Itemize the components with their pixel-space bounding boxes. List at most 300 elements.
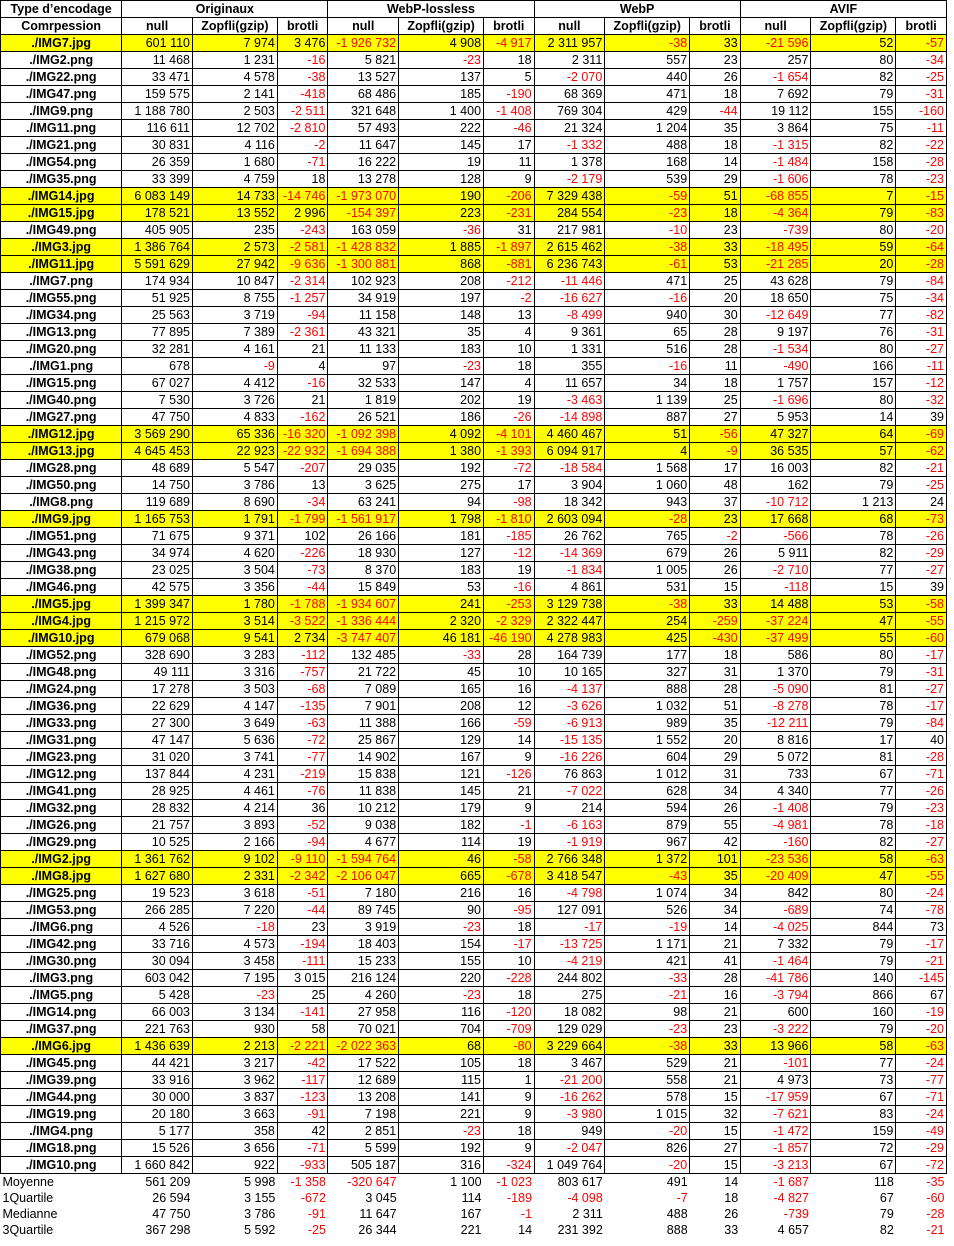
- value-cell: -15 135: [534, 732, 605, 749]
- value-cell: -1 594 764: [328, 851, 399, 868]
- value-cell: -71: [896, 1089, 947, 1106]
- value-cell: 9: [484, 800, 535, 817]
- col-header-zopfli: Zopfli(gzip): [399, 18, 484, 35]
- file-row: [1, 324, 947, 341]
- value-cell: -20: [896, 1021, 947, 1038]
- value-cell: 1 370: [740, 664, 811, 681]
- value-cell: -12: [484, 545, 535, 562]
- value-cell: -24: [896, 1106, 947, 1123]
- file-row-label: ./IMG29.png: [1, 834, 122, 851]
- value-cell: 4: [277, 358, 328, 375]
- value-cell: -1 408: [484, 103, 535, 120]
- value-cell: -33: [605, 970, 690, 987]
- file-row: [1, 919, 947, 936]
- file-row: [1, 647, 947, 664]
- file-row-label: ./IMG2.jpg: [1, 851, 122, 868]
- value-cell: -1 464: [740, 953, 811, 970]
- value-cell: 1 791: [193, 511, 278, 528]
- value-cell: 18 403: [328, 936, 399, 953]
- value-cell: 183: [399, 341, 484, 358]
- value-cell: 55: [811, 630, 896, 647]
- value-cell: 10: [484, 341, 535, 358]
- value-cell: 2 851: [328, 1123, 399, 1140]
- value-cell: 8 370: [328, 562, 399, 579]
- value-cell: 10 847: [193, 273, 278, 290]
- value-cell: -98: [484, 494, 535, 511]
- file-row-label: ./IMG10.jpg: [1, 630, 122, 647]
- value-cell: 275: [534, 987, 605, 1004]
- value-cell: -84: [896, 273, 947, 290]
- value-cell: 604: [605, 749, 690, 766]
- file-row-label: ./IMG5.png: [1, 987, 122, 1004]
- value-cell: 9: [484, 749, 535, 766]
- value-cell: 10 165: [534, 664, 605, 681]
- col-header-brotli: brotli: [277, 18, 328, 35]
- value-cell: 3 418 547: [534, 868, 605, 885]
- value-cell: -80: [484, 1038, 535, 1055]
- value-cell: -2 070: [534, 69, 605, 86]
- value-cell: 1 060: [605, 477, 690, 494]
- value-cell: 4 460 467: [534, 426, 605, 443]
- file-row-label: ./IMG55.png: [1, 290, 122, 307]
- summary-rows: [1, 1174, 947, 1239]
- value-cell: 26 521: [328, 409, 399, 426]
- value-cell: 23: [277, 919, 328, 936]
- value-cell: -28: [605, 511, 690, 528]
- value-cell: -259: [690, 613, 741, 630]
- value-cell: 284 554: [534, 205, 605, 222]
- col-header-brotli: brotli: [896, 18, 947, 35]
- value-cell: 192: [399, 460, 484, 477]
- value-cell: -4 798: [534, 885, 605, 902]
- value-cell: -34: [896, 52, 947, 69]
- compression-header: Comrpession: [1, 18, 122, 35]
- value-cell: -490: [740, 358, 811, 375]
- value-cell: -14 898: [534, 409, 605, 426]
- value-cell: 244 802: [534, 970, 605, 987]
- value-cell: 594: [605, 800, 690, 817]
- file-row: [1, 1021, 947, 1038]
- file-row: [1, 137, 947, 154]
- value-cell: 137: [399, 69, 484, 86]
- value-cell: 3 656: [193, 1140, 278, 1157]
- value-cell: -4 827: [773, 1191, 809, 1205]
- file-row-label: ./IMG4.jpg: [1, 613, 122, 630]
- value-cell: 82: [811, 69, 896, 86]
- value-cell: 39: [896, 409, 947, 426]
- value-cell: 19: [484, 834, 535, 851]
- value-cell: -2 047: [534, 1140, 605, 1157]
- value-cell: 90: [399, 902, 484, 919]
- value-cell: -72: [277, 732, 328, 749]
- value-cell: 5 547: [193, 460, 278, 477]
- value-cell: 66 003: [122, 1004, 193, 1021]
- value-cell: 1 231: [193, 52, 278, 69]
- value-cell: 221 763: [122, 1021, 193, 1038]
- value-cell: 14: [724, 1175, 739, 1189]
- value-cell: 943: [605, 494, 690, 511]
- col-header-null: null: [740, 18, 811, 35]
- file-row: [1, 1123, 947, 1140]
- file-row: [1, 868, 947, 885]
- value-cell: 166: [399, 715, 484, 732]
- value-cell: 1 680: [193, 154, 278, 171]
- value-cell: 21 722: [328, 664, 399, 681]
- value-cell: -19: [896, 1004, 947, 1021]
- value-cell: 2 320: [399, 613, 484, 630]
- file-row-label: ./IMG11.jpg: [1, 256, 122, 273]
- value-cell: 2 734: [277, 630, 328, 647]
- value-cell: -689: [740, 902, 811, 919]
- value-cell: 42: [277, 1123, 328, 1140]
- value-cell: 115: [399, 1072, 484, 1089]
- file-row: [1, 800, 947, 817]
- value-cell: 4: [484, 375, 535, 392]
- value-cell: 77: [811, 1055, 896, 1072]
- value-cell: 321 648: [328, 103, 399, 120]
- value-cell: 2 573: [193, 239, 278, 256]
- value-cell: -9: [193, 358, 278, 375]
- value-cell: 14: [484, 732, 535, 749]
- value-cell: -3 522: [277, 613, 328, 630]
- value-cell: 10 525: [122, 834, 193, 851]
- value-cell: 162: [740, 477, 811, 494]
- file-rows: [1, 35, 947, 1174]
- file-row: [1, 69, 947, 86]
- value-cell: -16: [605, 290, 690, 307]
- value-cell: 25: [690, 273, 741, 290]
- value-cell: 7 220: [193, 902, 278, 919]
- value-cell: 43 628: [740, 273, 811, 290]
- value-cell: -72: [896, 1157, 947, 1174]
- group-header-webp-lossless: WebP-lossless: [328, 1, 534, 18]
- value-cell: 70 021: [328, 1021, 399, 1038]
- value-cell: 31: [484, 222, 535, 239]
- value-cell: 167: [399, 749, 484, 766]
- value-cell: -43: [605, 868, 690, 885]
- value-cell: -63: [896, 851, 947, 868]
- value-cell: 80: [811, 341, 896, 358]
- value-cell: 35: [690, 868, 741, 885]
- value-cell: 18 082: [534, 1004, 605, 1021]
- value-cell: 167: [460, 1207, 482, 1221]
- value-cell: -36: [399, 222, 484, 239]
- value-cell: 132 485: [328, 647, 399, 664]
- file-row-label: ./IMG30.png: [1, 953, 122, 970]
- value-cell: 18: [484, 987, 535, 1004]
- group-header-originaux: Originaux: [122, 1, 328, 18]
- value-cell: 216 124: [328, 970, 399, 987]
- value-cell: 1 074: [605, 885, 690, 902]
- value-cell: 178 521: [122, 205, 193, 222]
- file-row-label: ./IMG46.png: [1, 579, 122, 596]
- value-cell: -24: [896, 885, 947, 902]
- value-cell: 33 716: [122, 936, 193, 953]
- value-cell: -3 794: [740, 987, 811, 1004]
- file-row: [1, 630, 947, 647]
- value-cell: -189: [507, 1191, 533, 1205]
- value-cell: -37 224: [740, 613, 811, 630]
- value-cell: 65 336: [193, 426, 278, 443]
- value-cell: -32: [896, 392, 947, 409]
- value-cell: 665: [399, 868, 484, 885]
- file-row: [1, 511, 947, 528]
- value-cell: 17 278: [122, 681, 193, 698]
- value-cell: -2 710: [740, 562, 811, 579]
- value-cell: -19: [605, 919, 690, 936]
- value-cell: -1 810: [484, 511, 535, 528]
- value-cell: 67: [896, 987, 947, 1004]
- value-cell: -38: [605, 239, 690, 256]
- value-cell: 68: [399, 1038, 484, 1055]
- value-cell: 23: [690, 511, 741, 528]
- value-cell: -37 499: [740, 630, 811, 647]
- value-cell: -226: [277, 545, 328, 562]
- value-cell: 4 573: [193, 936, 278, 953]
- value-cell: 3 864: [740, 120, 811, 137]
- value-cell: 1 399 347: [122, 596, 193, 613]
- value-cell: 18: [690, 137, 741, 154]
- value-cell: -1 315: [740, 137, 811, 154]
- value-cell: -17: [896, 936, 947, 953]
- value-cell: 3 155: [244, 1191, 276, 1205]
- value-cell: 8 755: [193, 290, 278, 307]
- value-cell: 30 000: [122, 1089, 193, 1106]
- value-cell: 23: [690, 52, 741, 69]
- value-cell: -27: [896, 834, 947, 851]
- value-cell: 2 311: [572, 1207, 603, 1221]
- value-cell: 197: [399, 290, 484, 307]
- value-cell: 15 233: [328, 953, 399, 970]
- value-cell: 68: [811, 511, 896, 528]
- value-cell: 13 527: [328, 69, 399, 86]
- value-cell: 10 212: [328, 800, 399, 817]
- value-cell: 3 837: [193, 1089, 278, 1106]
- value-cell: 4: [484, 324, 535, 341]
- value-cell: -1 257: [277, 290, 328, 307]
- value-cell: -20: [605, 1123, 690, 1140]
- value-cell: -94: [277, 834, 328, 851]
- value-cell: -23: [399, 52, 484, 69]
- value-cell: 1 819: [328, 392, 399, 409]
- value-cell: 1 361 762: [122, 851, 193, 868]
- value-cell: 488: [666, 1207, 688, 1221]
- value-cell: -185: [484, 528, 535, 545]
- value-cell: 21: [277, 341, 328, 358]
- value-cell: 14: [518, 1223, 533, 1237]
- value-cell: -94: [277, 307, 328, 324]
- file-row-label: ./IMG34.png: [1, 307, 122, 324]
- value-cell: -1 428 832: [328, 239, 399, 256]
- file-row: [1, 698, 947, 715]
- value-cell: 5 953: [740, 409, 811, 426]
- value-cell: 16: [484, 885, 535, 902]
- value-cell: -1 934 607: [328, 596, 399, 613]
- value-cell: 2 603 094: [534, 511, 605, 528]
- file-row: [1, 817, 947, 834]
- value-cell: 1 885: [399, 239, 484, 256]
- value-cell: 1 215 972: [122, 613, 193, 630]
- file-row: [1, 358, 947, 375]
- value-cell: -28: [926, 1207, 945, 1221]
- value-cell: 202: [399, 392, 484, 409]
- value-cell: 516: [605, 341, 690, 358]
- value-cell: 7 180: [328, 885, 399, 902]
- value-cell: 47: [811, 613, 896, 630]
- value-cell: -141: [277, 1004, 328, 1021]
- value-cell: -63: [277, 715, 328, 732]
- value-cell: 9: [484, 171, 535, 188]
- value-cell: -7 621: [740, 1106, 811, 1123]
- value-cell: 18: [484, 358, 535, 375]
- value-cell: -23: [399, 1123, 484, 1140]
- value-cell: 89 745: [328, 902, 399, 919]
- file-row-label: ./IMG3.jpg: [1, 239, 122, 256]
- file-row: [1, 256, 947, 273]
- file-row: [1, 885, 947, 902]
- value-cell: 561 209: [145, 1175, 191, 1189]
- value-cell: 33: [690, 239, 741, 256]
- value-cell: 34: [605, 375, 690, 392]
- value-cell: 18: [484, 919, 535, 936]
- value-cell: 1: [484, 1072, 535, 1089]
- value-cell: 105: [399, 1055, 484, 1072]
- value-cell: 36 535: [740, 443, 811, 460]
- value-cell: -243: [277, 222, 328, 239]
- value-cell: 4 412: [193, 375, 278, 392]
- value-cell: -709: [484, 1021, 535, 1038]
- value-cell: 316: [399, 1157, 484, 1174]
- value-cell: 32: [690, 1106, 741, 1123]
- value-cell: -194: [277, 936, 328, 953]
- value-cell: 72: [811, 1140, 896, 1157]
- value-cell: 28: [690, 681, 741, 698]
- value-cell: 9: [484, 1140, 535, 1157]
- value-cell: -95: [484, 902, 535, 919]
- value-cell: 51 925: [122, 290, 193, 307]
- value-cell: -60: [926, 1191, 945, 1205]
- value-cell: 2 166: [193, 834, 278, 851]
- value-cell: 11: [690, 358, 741, 375]
- value-cell: -27: [896, 562, 947, 579]
- file-row: [1, 409, 947, 426]
- value-cell: -3 222: [740, 1021, 811, 1038]
- value-cell: -27: [896, 341, 947, 358]
- value-cell: 57 493: [328, 120, 399, 137]
- value-cell: -13 725: [534, 936, 605, 953]
- value-cell: 52: [811, 35, 896, 52]
- value-cell: 21: [690, 1072, 741, 1089]
- value-cell: -1 926 732: [328, 35, 399, 52]
- value-cell: 3 514: [193, 613, 278, 630]
- value-cell: 2 766 348: [534, 851, 605, 868]
- value-cell: -21 200: [534, 1072, 605, 1089]
- summary-row-label: 1Quartile: [2, 1191, 54, 1205]
- value-cell: 33 916: [122, 1072, 193, 1089]
- value-cell: 4 578: [193, 69, 278, 86]
- value-cell: 769 304: [534, 103, 605, 120]
- file-row: [1, 766, 947, 783]
- value-cell: 11: [484, 154, 535, 171]
- file-row-label: ./IMG3.png: [1, 970, 122, 987]
- value-cell: 8 690: [193, 494, 278, 511]
- value-cell: 159 575: [122, 86, 193, 103]
- value-cell: 58: [277, 1021, 328, 1038]
- value-cell: 27 942: [193, 256, 278, 273]
- value-cell: -16: [277, 52, 328, 69]
- file-row: [1, 1157, 947, 1174]
- value-cell: 15: [690, 1157, 741, 1174]
- value-cell: 83: [811, 1106, 896, 1123]
- value-cell: 78: [811, 528, 896, 545]
- value-cell: 3 129 738: [534, 596, 605, 613]
- value-cell: -21: [896, 460, 947, 477]
- file-row-label: ./IMG51.png: [1, 528, 122, 545]
- value-cell: 17 522: [328, 1055, 399, 1072]
- value-cell: 19: [484, 562, 535, 579]
- value-cell: -21 285: [740, 256, 811, 273]
- value-cell: -83: [896, 205, 947, 222]
- value-cell: 16: [690, 987, 741, 1004]
- value-cell: 9: [484, 1106, 535, 1123]
- file-row-label: ./IMG54.png: [1, 154, 122, 171]
- value-cell: 116: [399, 1004, 484, 1021]
- value-cell: 37: [690, 494, 741, 511]
- file-row-label: ./IMG8.png: [1, 494, 122, 511]
- value-cell: -118: [740, 579, 811, 596]
- value-cell: 826: [605, 1140, 690, 1157]
- value-cell: 1 012: [605, 766, 690, 783]
- value-cell: -64: [896, 239, 947, 256]
- value-cell: -111: [277, 953, 328, 970]
- file-row-label: ./IMG9.png: [1, 103, 122, 120]
- summary-row: [1, 1206, 947, 1222]
- value-cell: -34: [896, 290, 947, 307]
- value-cell: -59: [605, 188, 690, 205]
- value-cell: 9 102: [193, 851, 278, 868]
- value-cell: 21: [484, 783, 535, 800]
- value-cell: 4 461: [193, 783, 278, 800]
- value-cell: 127: [399, 545, 484, 562]
- value-cell: -1 484: [740, 154, 811, 171]
- value-cell: -25: [896, 477, 947, 494]
- value-cell: -1 919: [534, 834, 605, 851]
- value-cell: 42: [690, 834, 741, 851]
- value-cell: 1 165 753: [122, 511, 193, 528]
- value-cell: -23: [399, 987, 484, 1004]
- value-cell: 18: [690, 375, 741, 392]
- value-cell: 74: [811, 902, 896, 919]
- value-cell: 765: [605, 528, 690, 545]
- value-cell: -58: [484, 851, 535, 868]
- value-cell: 4 973: [740, 1072, 811, 1089]
- value-cell: 488: [605, 137, 690, 154]
- value-cell: 58: [811, 1038, 896, 1055]
- value-cell: -26: [896, 528, 947, 545]
- value-cell: 5 428: [122, 987, 193, 1004]
- file-row-label: ./IMG47.png: [1, 86, 122, 103]
- file-row-label: ./IMG33.png: [1, 715, 122, 732]
- value-cell: -8 499: [534, 307, 605, 324]
- value-cell: 67: [811, 1157, 896, 1174]
- value-cell: -23 536: [740, 851, 811, 868]
- value-cell: 19: [399, 154, 484, 171]
- value-cell: 24: [896, 494, 947, 511]
- file-row: [1, 851, 947, 868]
- file-row: [1, 120, 947, 137]
- value-cell: 4 908: [399, 35, 484, 52]
- value-cell: 34: [690, 902, 741, 919]
